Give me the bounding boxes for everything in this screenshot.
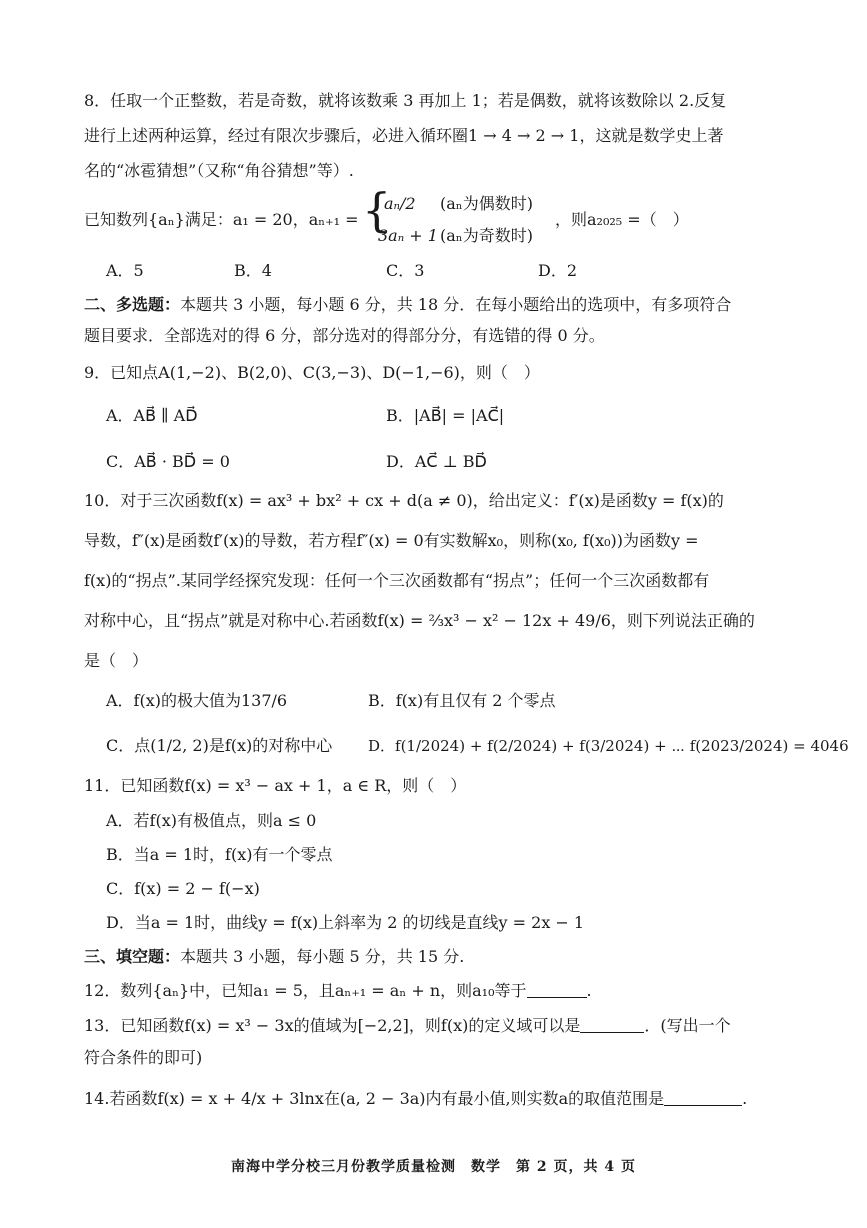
q9-option-b: B．|AB⃗| = |AC⃗| xyxy=(386,406,505,425)
q8-option-a: A．5 xyxy=(106,261,144,280)
q11-option-a: A．若f(x)有极值点，则a ≤ 0 xyxy=(106,811,317,830)
q10-option-d: D．f(1/2024) + f(2/2024) + f(3/2024) + ⋯ f(2023/2024) = 4046 xyxy=(368,737,849,755)
section2-text-1: 本题共 3 小题，每小题 6 分，共 18 分．在每小题给出的选项中，有多项符合 xyxy=(180,295,732,314)
q8-option-d: D．2 xyxy=(538,261,578,280)
q13-answer-blank[interactable] xyxy=(580,1016,644,1033)
q8-case1-cond: (aₙ为偶数时) xyxy=(440,194,533,213)
q14-text: 14.若函数f(x) = x + 4/x + 3lnx在(a, 2 − 3a)内有最小值,则实数a的取值范围是 xyxy=(84,1089,665,1108)
q11-option-d: D．当a = 1时，曲线y = f(x)上斜率为 2 的切线是直线y = 2x − 1 xyxy=(106,913,585,932)
q13-end: ．(写出一个 xyxy=(644,1016,731,1035)
q14-answer-blank[interactable] xyxy=(664,1089,742,1106)
q8-line-1: 8．任取一个正整数，若是奇数，就将该数乘 3 再加上 1；若是偶数，就将该数除以 2.反复 xyxy=(84,91,727,110)
q11-option-c: C．f(x) = 2 − f(−x) xyxy=(106,879,260,898)
q12-line xyxy=(84,980,592,1002)
q12-text: 12．数列{aₙ}中，已知a₁ = 5，且aₙ₊₁ = aₙ + n，则a₁₀等于 xyxy=(84,981,527,1000)
q9-option-a: A．AB⃗ ∥ AD⃗ xyxy=(106,406,198,425)
q12-end: . xyxy=(586,981,592,1000)
q14-line xyxy=(84,1088,747,1110)
section2-title: 二、多选题： xyxy=(84,295,181,314)
q8-case2-expr: 3aₙ + 1 xyxy=(378,226,438,245)
piecewise-brace: { xyxy=(362,183,392,237)
section3-line xyxy=(84,946,464,968)
page-footer: 南海中学分校三月份教学质量检测 数学 第 2 页，共 4 页 xyxy=(231,1159,636,1175)
q8-line-3: 名的“冰雹猜想”（又称“角谷猜想”等）. xyxy=(84,161,354,180)
q13-line-2: 符合条件的即可) xyxy=(84,1048,203,1067)
q8-option-b: B．4 xyxy=(234,261,272,280)
section3-title: 三、填空题： xyxy=(84,947,181,966)
q11-option-b: B．当a = 1时，f(x)有一个零点 xyxy=(106,845,333,864)
section3-text: 本题共 3 小题，每小题 5 分，共 15 分. xyxy=(180,947,465,966)
q13-line-1 xyxy=(84,1015,731,1037)
q13-text: 13．已知函数f(x) = x³ − 3x的值域为[−2,2]，则f(x)的定义域可以是 xyxy=(84,1016,581,1035)
q14-end: . xyxy=(742,1089,748,1108)
section2-line-2: 题目要求．全部选对的得 6 分，部分选对的得部分分，有选错的得 0 分。 xyxy=(84,326,605,345)
q10-option-a: A．f(x)的极大值为137/6 xyxy=(106,691,288,710)
q8-stem-suffix: ，则a₂₀₂₅ =（ ） xyxy=(555,210,689,229)
q10-line-5: 是（ ） xyxy=(84,651,149,670)
q10-line-2: 导数，f″(x)是函数f′(x)的导数，若方程f″(x) = 0有实数解x₀，则称(x₀, f(x₀))为函数y = xyxy=(84,531,699,550)
q8-case2-cond: (aₙ为奇数时) xyxy=(440,226,533,245)
q8-stem-prefix: 已知数列{aₙ}满足：a₁ = 20，aₙ₊₁ = xyxy=(84,210,359,229)
q8-option-c: C．3 xyxy=(386,261,425,280)
q10-line-1: 10．对于三次函数f(x) = ax³ + bx² + cx + d(a ≠ 0)，给出定义：f′(x)是函数y = f(x)的 xyxy=(84,491,724,510)
q8-case1-expr: aₙ/2 xyxy=(384,194,416,213)
q9-option-c: C．AB⃗ · BD⃗ = 0 xyxy=(106,452,230,471)
section2-line-1 xyxy=(84,294,731,316)
q10-option-b: B．f(x)有且仅有 2 个零点 xyxy=(368,691,556,710)
q11-stem: 11．已知函数f(x) = x³ − ax + 1，a ∈ R，则（ ） xyxy=(84,776,467,795)
q9-option-d: D．AC⃗ ⊥ BD⃗ xyxy=(386,452,487,471)
q10-line-4: 对称中心，且“拐点”就是对称中心.若函数f(x) = ⅔x³ − x² − 12x + 49/6，则下列说法正确的 xyxy=(84,611,755,630)
q12-answer-blank[interactable] xyxy=(527,981,587,998)
q8-line-2: 进行上述两种运算，经过有限次步骤后，必进入循环圈1 → 4 → 2 → 1，这就是数学史上著 xyxy=(84,126,724,145)
q9-stem: 9．已知点A(1,−2)、B(2,0)、C(3,−3)、D(−1,−6)，则（ ） xyxy=(84,363,540,382)
q10-option-c: C．点(1/2, 2)是f(x)的对称中心 xyxy=(106,736,333,755)
q10-line-3: f(x)的“拐点”.某同学经探究发现：任何一个三次函数都有“拐点”；任何一个三次函数都有 xyxy=(84,571,710,590)
